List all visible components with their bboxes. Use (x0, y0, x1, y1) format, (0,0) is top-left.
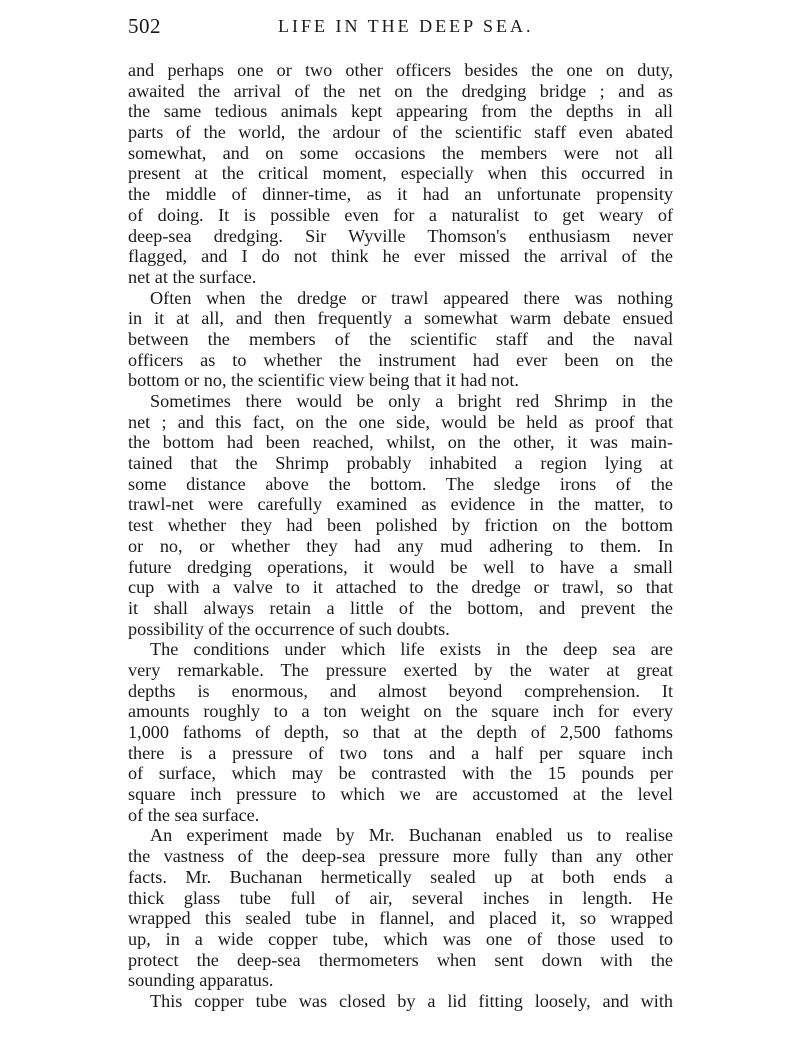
text-line: Sometimes there would be only a bright red Shrimp in the (150, 391, 673, 411)
text-line: of surface, which may be contrasted with the 15 pounds per (128, 763, 673, 784)
text-line: depths is enormous, and almost beyond comprehension. It (128, 680, 673, 701)
text-line: amounts roughly to a ton weight on the square inch for every (128, 701, 673, 722)
text-line: facts. Mr. Buchanan hermetically sealed up at both ends a (128, 866, 673, 887)
running-title: LIFE IN THE DEEP SEA. (278, 16, 534, 36)
text-line: The conditions under which life exists in the deep sea are (150, 639, 673, 660)
text-line: the vastness of the deep-sea pressure more fully than any other (128, 846, 673, 867)
text-line: or no, or whether they had any mud adhering to them. In (128, 535, 673, 556)
text-line: protect the deep-sea thermometers when sent down with the (128, 949, 673, 970)
text-line: and perhaps one or two other officers besides the one on duty, (128, 60, 673, 80)
text-line: thick glass tube full of air, several inches in length. He (128, 887, 673, 908)
text-line: This copper tube was closed by a lid fitting loosely, and with (150, 990, 673, 1011)
text-line: of the sea surface. (128, 804, 260, 825)
text-line: up, in a wide copper tube, which was one of those used to (128, 928, 673, 949)
text-line: present at the critical moment, especially when this occurred in (128, 163, 673, 184)
text-line: sounding apparatus. (128, 970, 274, 991)
page-number: 502 (128, 14, 161, 38)
body-text (128, 60, 673, 1012)
text-line: officers as to whether the instrument had ever been on the (128, 349, 673, 370)
text-line: square inch pressure to which we are accustomed at the level (128, 784, 673, 805)
text-line: possibility of the occurrence of such doubts. (128, 618, 450, 639)
text-line: somewhat, and on some occasions the members were not all (128, 142, 673, 163)
text-line: very remarkable. The pressure exerted by the water at great (128, 659, 673, 680)
text-line: deep-sea dredging. Sir Wyville Thomson's enthusiasm never (128, 225, 673, 246)
text-line: in it at all, and then frequently a somewhat warm debate ensued (128, 308, 673, 329)
text-line: flagged, and I do not think he ever missed the arrival of the (128, 246, 673, 267)
text-line: net ; and this fact, on the one side, would be held as proof that (128, 411, 673, 432)
text-line: it shall always retain a little of the bottom, and prevent the (128, 597, 673, 618)
text-line: the middle of dinner-time, as it had an unfortunate propensity (128, 184, 673, 205)
text-line: test whether they had been polished by friction on the bottom (128, 515, 673, 536)
text-line: awaited the arrival of the net on the dredging bridge ; and as (128, 80, 673, 101)
text-line: net at the surface. (128, 266, 257, 287)
text-line: wrapped this sealed tube in flannel, and placed it, so wrapped (128, 908, 673, 929)
text-line: there is a pressure of two tons and a half per square inch (128, 742, 673, 763)
text-line: An experiment made by Mr. Buchanan enabled us to realise (150, 825, 673, 846)
text-line: bottom or no, the scientific view being that it had not. (128, 370, 519, 391)
text-line: tained that the Shrimp probably inhabited a region lying at (128, 453, 673, 474)
text-line: the bottom had been reached, whilst, on the other, it was main- (128, 432, 673, 453)
text-line: Often when the dredge or trawl appeared there was nothing (150, 287, 673, 308)
text-line: future dredging operations, it would be well to have a small (128, 556, 673, 577)
text-line: between the members of the scientific staff and the naval (128, 328, 673, 349)
text-line: of doing. It is possible even for a naturalist to get weary of (128, 204, 673, 225)
text-line: the same tedious animals kept appearing from the depths in all (128, 101, 673, 122)
text-line: some distance above the bottom. The sledge irons of the (128, 473, 673, 494)
page-header (128, 14, 673, 44)
text-line: 1,000 fathoms of depth, so that at the depth of 2,500 fathoms (128, 722, 673, 742)
text-line: cup with a valve to it attached to the dredge or trawl, so that (128, 577, 673, 598)
text-line: parts of the world, the ardour of the scientific staff even abated (128, 122, 673, 143)
text-line: trawl-net were carefully examined as evidence in the matter, to (128, 494, 673, 515)
